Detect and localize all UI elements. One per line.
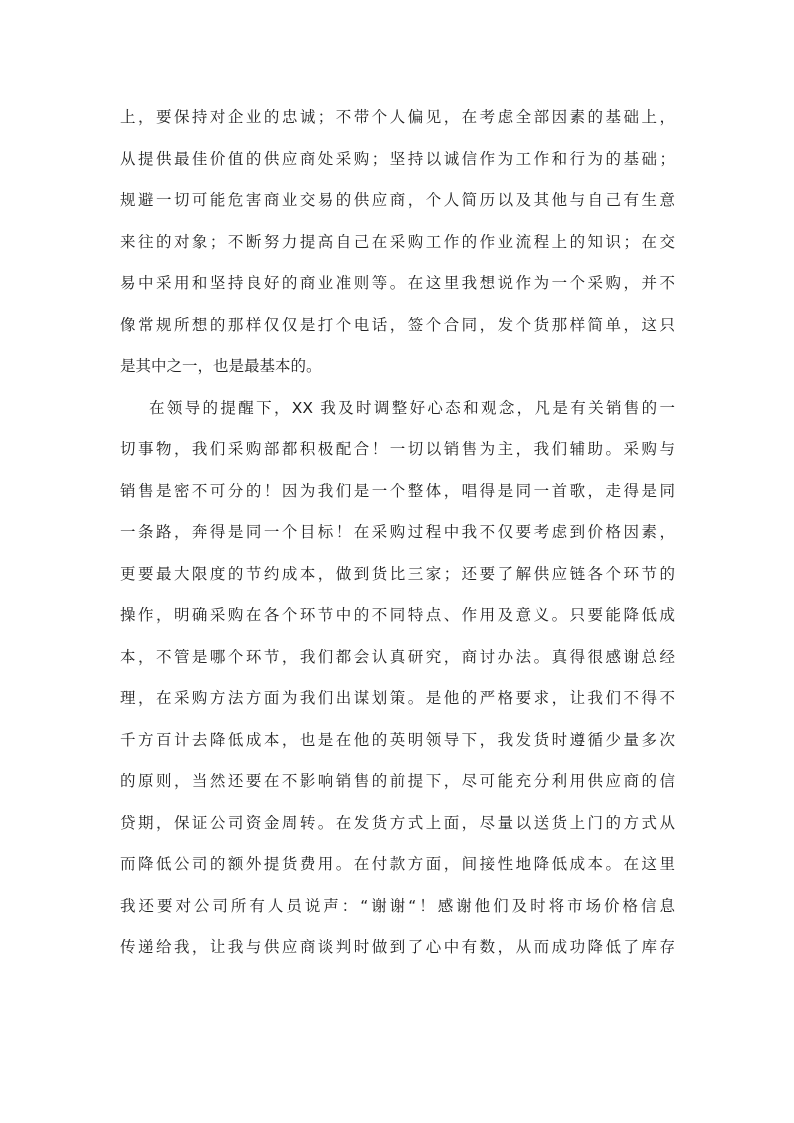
paragraph-line: 操作，明确采购在各个环节中的不同特点、作用及意义。只要能降低成: [120, 606, 675, 624]
paragraph-line: 本，不管是哪个环节，我们都会认真研究，商讨办法。真得很感谢总经: [120, 648, 675, 666]
paragraph-line: 是其中之一，也是最基本的。: [120, 357, 322, 375]
paragraph-line: 传递给我，让我与供应商谈判时做到了心中有数，从而成功降低了库存: [120, 938, 675, 956]
paragraph-line: 规避一切可能危害商业交易的供应商，个人简历以及其他与自己有生意: [120, 191, 675, 209]
paragraph-first-line: 在领导的提醒下，XX 我及时调整好心态和观念，凡是有关销售的一: [149, 399, 675, 417]
paragraph-line: 上，要保持对企业的忠诚；不带个人偏见，在考虑全部因素的基础上，: [120, 108, 675, 126]
paragraph-line: 而降低公司的额外提货费用。在付款方面，间接性地降低成本。在这里: [120, 855, 675, 873]
paragraph-line: 的原则，当然还要在不影响销售的前提下，尽可能充分利用供应商的信: [120, 772, 675, 790]
paragraph-line: 易中采用和坚持良好的商业准则等。在这里我想说作为一个采购，并不: [120, 274, 675, 292]
paragraph-line: 千方百计去降低成本，也是在他的英明领导下，我发货时遵循少量多次: [120, 731, 675, 749]
paragraph-line: 从提供最佳价值的供应商处采购；坚持以诚信作为工作和行为的基础；: [120, 150, 675, 168]
paragraph-line: 来往的对象；不断努力提高自己在采购工作的作业流程上的知识；在交: [120, 233, 675, 251]
paragraph-line: 切事物，我们采购部都积极配合！一切以销售为主，我们辅助。采购与: [120, 440, 675, 458]
paragraph-line: 销售是密不可分的！因为我们是一个整体，唱得是同一首歌，走得是同: [120, 482, 675, 500]
paragraph-line: 一条路，奔得是同一个目标！在采购过程中我不仅要考虑到价格因素，: [120, 523, 675, 541]
paragraph-line: 更要最大限度的节约成本，做到货比三家；还要了解供应链各个环节的: [120, 565, 675, 583]
paragraph-line: 理，在采购方法方面为我们出谋划策。是他的严格要求，让我们不得不: [120, 689, 675, 707]
paragraph-line: 贷期，保证公司资金周转。在发货方式上面，尽量以送货上门的方式从: [120, 814, 675, 832]
paragraph-line: 我还要对公司所有人员说声：“谢谢“！感谢他们及时将市场价格信息: [120, 897, 675, 915]
paragraph-line: 像常规所想的那样仅仅是打个电话，签个合同，发个货那样简单，这只: [120, 316, 675, 334]
